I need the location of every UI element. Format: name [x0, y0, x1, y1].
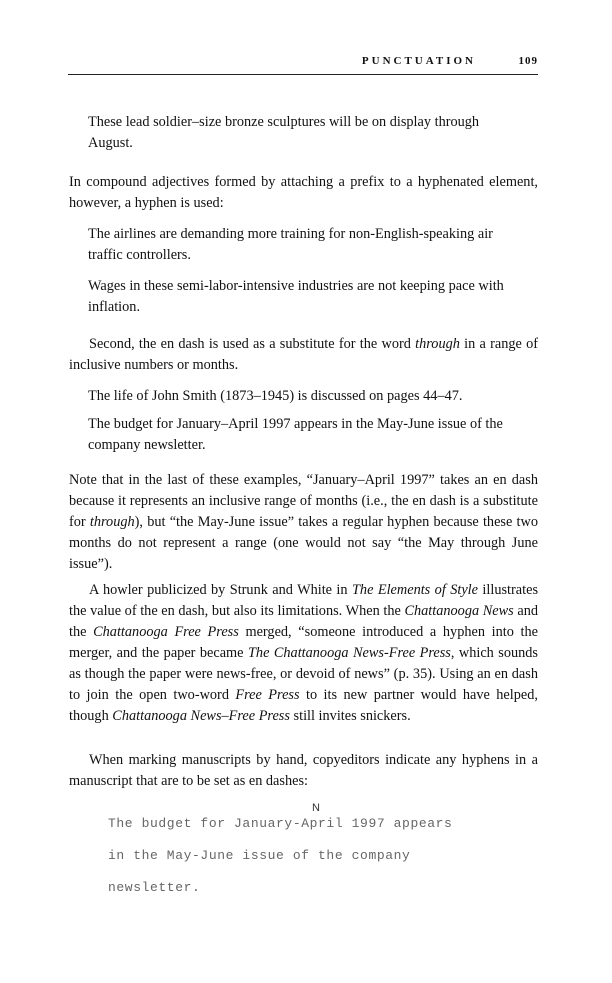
paragraph-text: , which sounds as though the paper were news-free, or devoid of news” (p. 35). Using an en dash to join the open two-word: [69, 645, 538, 703]
title-free-press: Free Press: [235, 687, 300, 703]
title-news-free-press: The Chattanooga News-Free Press: [247, 645, 451, 661]
running-head: PUNCTUATION: [361, 55, 476, 67]
paragraph-text: illustrates the value of the en dash, but also its limitations. When the: [69, 582, 539, 619]
paragraph-text: ), but “the May-June issue” takes a regular hyphen because these two months do not represent a range (one would not say “the May through June issue”).: [69, 514, 539, 572]
paragraph-marking-manuscripts: When marking manuscripts by hand, copyeditors indicate any hyphens in a manuscript that are to be set as en dashes:: [69, 752, 538, 789]
paragraph-note: [69, 470, 538, 575]
title-chattanooga-news: Chattanooga News: [404, 603, 514, 619]
title-elements-of-style: The Elements of Style: [351, 582, 478, 598]
page-number: 109: [518, 55, 538, 67]
example-sculptures: These lead soldier–size bronze sculptures will be on display through August.: [88, 114, 480, 151]
paragraph-text: Second, the en dash is used as a substitute for the word: [89, 336, 416, 352]
paragraph-howler: [69, 580, 538, 727]
paragraph-text: merged, “someone introduced a hyphen into the merger, and the paper became: [69, 624, 538, 661]
emphasis-through: through: [415, 336, 460, 352]
example-budget: The budget for January–April 1997 appears in the May-June issue of the company newsletter.: [88, 416, 503, 453]
manuscript-line-1: The budget for January-April 1997 appears: [108, 816, 453, 831]
paragraph-text: A howler publicized by Strunk and White in: [89, 582, 352, 598]
paragraph-compound-adjectives: In compound adjectives formed by attaching a prefix to a hyphenated element, however, a hyphen is used:: [69, 174, 538, 211]
en-dash-mark: N: [312, 802, 320, 814]
paragraph-text: still invites snickers.: [289, 708, 411, 724]
title-chattanooga-free-press: Chattanooga Free Press: [93, 624, 239, 640]
paragraph-en-dash-through: [69, 334, 538, 376]
title-news-en-dash-free-press: Chattanooga News–Free Press: [112, 708, 290, 724]
emphasis-through: through: [89, 514, 135, 530]
example-airlines: The airlines are demanding more training for non-English-speaking air traffic controllers.: [88, 226, 493, 263]
page-header: [68, 52, 538, 75]
paragraph-text: and the: [69, 603, 539, 640]
paragraph-text: in a range of inclusive numbers or months.: [69, 336, 539, 373]
paragraph-text: to its new partner would have helped, though: [69, 687, 538, 724]
example-john-smith: The life of John Smith (1873–1945) is discussed on pages 44–47.: [88, 388, 463, 404]
manuscript-line-3: newsletter.: [108, 880, 201, 895]
paragraph-text: Note that in the last of these examples, “January–April 1997” takes an en dash because it represents an inclusive range of months (i.e., the en dash is a substitute for: [69, 472, 538, 530]
manuscript-line-2: in the May-June issue of the company: [108, 848, 411, 863]
example-wages: Wages in these semi-labor-intensive industries are not keeping pace with inflation.: [88, 278, 504, 315]
